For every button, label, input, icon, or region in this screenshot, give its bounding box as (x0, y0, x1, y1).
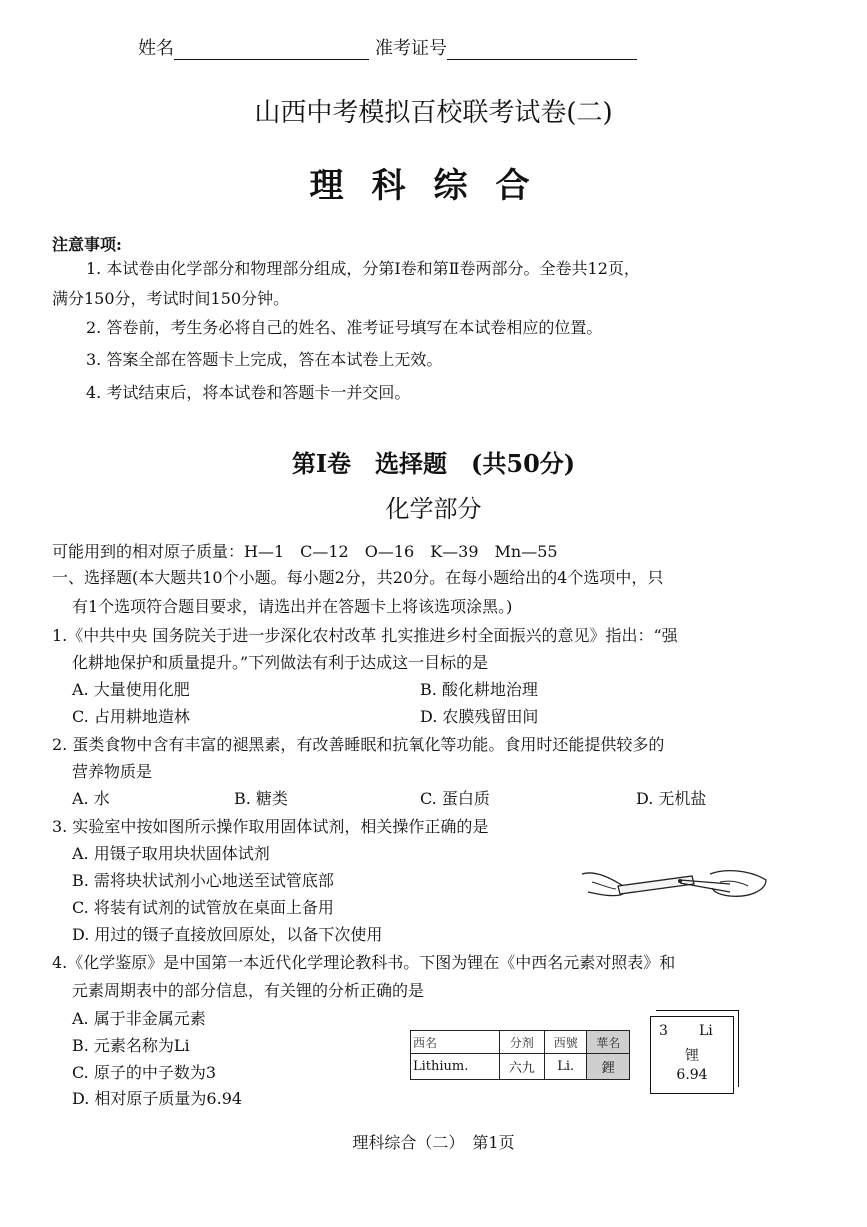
q1-option-c: C. 占用耕地造林 (72, 707, 190, 726)
subject-title: 理科综合 (309, 166, 558, 206)
table-cell: 六九 (499, 1054, 544, 1080)
table-cell: 鋰 (587, 1054, 630, 1080)
notice-item-1-cont: 满分150分，考试时间150分钟。 (52, 289, 290, 308)
table-cell: Lithium. (411, 1054, 500, 1080)
candidate-info-line (138, 34, 643, 60)
table-header-cell: 西名 (411, 1031, 500, 1054)
q3-option-d: D. 用过的镊子直接放回原处，以备下次使用 (72, 925, 383, 944)
part-title: 化学部分 (385, 495, 482, 523)
element-cell (650, 1016, 734, 1094)
q1-option-b: B. 酸化耕地治理 (420, 680, 538, 699)
q1-stem-line-1: 1.《中共中央 国务院关于进一步深化农村改革 扎实推进乡村全面振兴的意见》指出：“强 (52, 626, 678, 645)
exam-title: 山西中考模拟百校联考试卷(二) (254, 98, 613, 128)
notice-item-3: 3. 答案全部在答题卡上完成，答在本试卷上无效。 (86, 350, 443, 369)
section-title: 第Ⅰ卷 选择题 (共50分) (291, 449, 576, 478)
name-blank[interactable] (174, 41, 369, 60)
id-label: 准考证号 (375, 38, 447, 59)
q2-stem-line-2: 营养物质是 (72, 762, 153, 781)
q2-option-c: C. 蛋白质 (420, 789, 490, 808)
table-row (411, 1054, 630, 1080)
q4-option-b: B. 元素名称为Li (72, 1036, 190, 1055)
atomic-number: 3 (659, 1023, 668, 1039)
q4-option-d: D. 相对原子质量为6.94 (72, 1089, 243, 1108)
q2-option-d: D. 无机盐 (636, 789, 707, 808)
q2-option-b: B. 糖类 (234, 789, 288, 808)
q2-stem-line-1: 2. 蛋类食物中含有丰富的褪黑素，有改善睡眠和抗氧化等功能。食用时还能提供较多的 (52, 735, 665, 754)
name-label: 姓名 (138, 38, 174, 59)
q1-option-a: A. 大量使用化肥 (72, 680, 190, 699)
element-symbol: Li (699, 1023, 713, 1039)
lithium-name-table (410, 1030, 630, 1080)
q4-option-a: A. 属于非金属元素 (72, 1009, 206, 1028)
instruction-line-1: 一、选择题(本大题共10个小题。每小题2分，共20分。在每小题给出的4个选项中，只 (52, 568, 664, 587)
q3-option-b: B. 需将块状试剂小心地送至试管底部 (72, 871, 334, 890)
notice-heading: 注意事项: (52, 235, 122, 254)
atomic-mass: 6.94 (676, 1067, 708, 1083)
page-footer: 理科综合（二） 第1页 (352, 1133, 515, 1152)
q3-stem: 3. 实验室中按如图所示操作取用固体试剂，相关操作正确的是 (52, 817, 489, 836)
instruction-line-2: 有1个选项符合题目要求，请选出并在答题卡上将该选项涂黑。) (72, 597, 513, 616)
q4-stem-line-1: 4.《化学鉴原》是中国第一本近代化学理论教科书。下图为锂在《中西名元素对照表》和 (52, 953, 676, 972)
q4-stem-line-2: 元素周期表中的部分信息，有关锂的分析正确的是 (72, 981, 425, 1000)
q1-option-d: D. 农膜残留田间 (420, 707, 539, 726)
notice-item-2: 2. 答卷前，考生务必将自己的姓名、准考证号填写在本试卷相应的位置。 (86, 318, 603, 337)
q3-option-c: C. 将装有试剂的试管放在桌面上备用 (72, 898, 334, 917)
table-header-row (411, 1031, 630, 1054)
atomic-masses: 可能用到的相对原子质量：H—1 C—12 O—16 K—39 Mn—55 (52, 542, 558, 561)
table-header-cell: 西號 (544, 1031, 587, 1054)
table-cell: Li. (544, 1054, 587, 1080)
notice-item-1: 1. 本试卷由化学部分和物理部分组成，分第Ⅰ卷和第Ⅱ卷两部分。全卷共12页， (86, 259, 640, 278)
q4-option-c: C. 原子的中子数为3 (72, 1063, 217, 1082)
q1-stem-line-2: 化耕地保护和质量提升。”下列做法有利于达成这一目标的是 (72, 653, 489, 672)
q2-option-a: A. 水 (72, 789, 110, 808)
tweezers-test-tube-illustration (580, 862, 770, 912)
table-header-cell: 華名 (587, 1031, 630, 1054)
id-blank[interactable] (447, 41, 637, 60)
element-name: 锂 (685, 1048, 699, 1064)
q3-option-a: A. 用镊子取用块状固体试剂 (72, 844, 270, 863)
notice-item-4: 4. 考试结束后，将本试卷和答题卡一并交回。 (86, 383, 411, 402)
table-header-cell: 分剂 (499, 1031, 544, 1054)
